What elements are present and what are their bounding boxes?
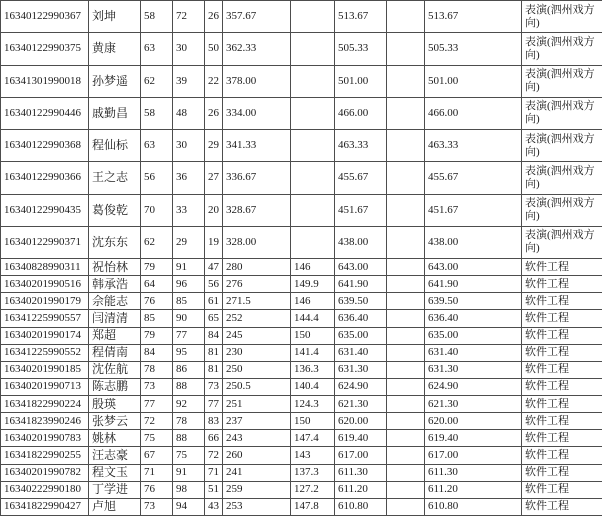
cell-total: 621.30	[335, 396, 387, 413]
cell-score-4: 276	[223, 276, 291, 293]
cell-score-2: 48	[173, 97, 205, 129]
cell-score-4: 259	[223, 481, 291, 498]
cell-total: 438.00	[335, 226, 387, 258]
cell-major: 软件工程	[522, 464, 602, 481]
cell-total: 463.33	[335, 130, 387, 162]
cell-score-3: 81	[205, 344, 223, 361]
cell-score-4: 241	[223, 464, 291, 481]
cell-score-4: 243	[223, 430, 291, 447]
cell-name: 黄康	[89, 33, 141, 65]
cell-score-4: 378.00	[223, 65, 291, 97]
cell-total-repeat: 636.40	[425, 310, 522, 327]
table-row	[1, 413, 602, 430]
cell-score-5: 127.2	[291, 481, 335, 498]
cell-score-2: 77	[173, 327, 205, 344]
cell-total-repeat: 624.90	[425, 378, 522, 395]
cell-score-2: 86	[173, 361, 205, 378]
cell-score-4: 341.33	[223, 130, 291, 162]
cell-score-5	[291, 194, 335, 226]
cell-score-4: 252	[223, 310, 291, 327]
cell-score-2: 91	[173, 464, 205, 481]
cell-total: 610.80	[335, 498, 387, 515]
cell-name: 戚勤昌	[89, 97, 141, 129]
cell-student-id: 16341822990255	[1, 447, 89, 464]
cell-total-repeat: 639.50	[425, 293, 522, 310]
cell-total-repeat: 505.33	[425, 33, 522, 65]
cell-score-1: 56	[141, 162, 173, 194]
cell-score-1: 79	[141, 327, 173, 344]
cell-student-id: 16340122990446	[1, 97, 89, 129]
cell-score-1: 79	[141, 259, 173, 276]
table-row	[1, 396, 602, 413]
cell-score-4: 250	[223, 361, 291, 378]
cell-total-repeat: 619.40	[425, 430, 522, 447]
table-row	[1, 259, 602, 276]
cell-score-5	[291, 33, 335, 65]
table-row	[1, 310, 602, 327]
cell-score-4: 357.67	[223, 1, 291, 33]
cell-total-repeat: 621.30	[425, 396, 522, 413]
table-row	[1, 194, 602, 226]
cell-student-id: 16341225990552	[1, 344, 89, 361]
cell-score-3: 50	[205, 33, 223, 65]
table-row	[1, 33, 602, 65]
cell-major: 软件工程	[522, 498, 602, 515]
cell-score-3: 72	[205, 447, 223, 464]
cell-score-2: 85	[173, 293, 205, 310]
cell-student-id: 16340122990367	[1, 1, 89, 33]
cell-score-1: 63	[141, 130, 173, 162]
cell-empty	[387, 1, 425, 33]
cell-score-1: 76	[141, 481, 173, 498]
cell-total-repeat: 466.00	[425, 97, 522, 129]
cell-score-3: 83	[205, 413, 223, 430]
cell-major: 表演(泗州戏方向)	[522, 97, 602, 129]
cell-score-1: 63	[141, 33, 173, 65]
cell-score-4: 250.5	[223, 378, 291, 395]
cell-score-5	[291, 97, 335, 129]
cell-student-id: 16340122990368	[1, 130, 89, 162]
table-row	[1, 481, 602, 498]
cell-name: 殷瑛	[89, 396, 141, 413]
table-row	[1, 276, 602, 293]
cell-total-repeat: 451.67	[425, 194, 522, 226]
cell-score-4: 334.00	[223, 97, 291, 129]
cell-total: 620.00	[335, 413, 387, 430]
cell-empty	[387, 65, 425, 97]
cell-score-5: 146	[291, 259, 335, 276]
cell-empty	[387, 259, 425, 276]
cell-score-2: 88	[173, 430, 205, 447]
cell-score-3: 81	[205, 361, 223, 378]
cell-score-3: 77	[205, 396, 223, 413]
cell-student-id: 16340122990366	[1, 162, 89, 194]
cell-total: 643.00	[335, 259, 387, 276]
cell-student-id: 16341301990018	[1, 65, 89, 97]
cell-major: 表演(泗州戏方向)	[522, 226, 602, 258]
cell-name: 沈东东	[89, 226, 141, 258]
cell-name: 丁学进	[89, 481, 141, 498]
cell-name: 卢旭	[89, 498, 141, 515]
table-row	[1, 130, 602, 162]
cell-score-4: 260	[223, 447, 291, 464]
cell-score-4: 328.00	[223, 226, 291, 258]
cell-name: 程倩南	[89, 344, 141, 361]
cell-total-repeat: 643.00	[425, 259, 522, 276]
cell-score-1: 73	[141, 498, 173, 515]
cell-score-3: 19	[205, 226, 223, 258]
cell-score-5: 149.9	[291, 276, 335, 293]
cell-major: 软件工程	[522, 361, 602, 378]
cell-score-5: 137.3	[291, 464, 335, 481]
cell-student-id: 16340122990435	[1, 194, 89, 226]
cell-total: 631.40	[335, 344, 387, 361]
cell-name: 程文玉	[89, 464, 141, 481]
cell-total-repeat: 611.30	[425, 464, 522, 481]
cell-name: 韩承浩	[89, 276, 141, 293]
cell-score-2: 96	[173, 276, 205, 293]
cell-score-2: 88	[173, 378, 205, 395]
cell-major: 软件工程	[522, 447, 602, 464]
cell-score-4: 245	[223, 327, 291, 344]
cell-empty	[387, 97, 425, 129]
cell-major: 软件工程	[522, 310, 602, 327]
cell-score-4: 280	[223, 259, 291, 276]
cell-major: 软件工程	[522, 327, 602, 344]
cell-major: 软件工程	[522, 378, 602, 395]
cell-total: 466.00	[335, 97, 387, 129]
cell-student-id: 16340122990375	[1, 33, 89, 65]
cell-score-3: 71	[205, 464, 223, 481]
cell-score-5: 143	[291, 447, 335, 464]
cell-empty	[387, 447, 425, 464]
cell-score-5	[291, 1, 335, 33]
cell-score-3: 73	[205, 378, 223, 395]
cell-total: 501.00	[335, 65, 387, 97]
cell-student-id: 16340201990713	[1, 378, 89, 395]
table-row	[1, 498, 602, 515]
cell-score-5	[291, 226, 335, 258]
cell-score-5: 147.4	[291, 430, 335, 447]
cell-empty	[387, 378, 425, 395]
cell-score-3: 56	[205, 276, 223, 293]
cell-empty	[387, 464, 425, 481]
cell-score-4: 271.5	[223, 293, 291, 310]
cell-name: 佘能志	[89, 293, 141, 310]
cell-score-5: 146	[291, 293, 335, 310]
cell-score-2: 29	[173, 226, 205, 258]
cell-name: 沈佐航	[89, 361, 141, 378]
cell-score-4: 251	[223, 396, 291, 413]
cell-student-id: 16341822990427	[1, 498, 89, 515]
cell-score-1: 58	[141, 97, 173, 129]
cell-score-1: 76	[141, 293, 173, 310]
cell-empty	[387, 327, 425, 344]
cell-empty	[387, 396, 425, 413]
cell-score-2: 92	[173, 396, 205, 413]
table-row	[1, 162, 602, 194]
cell-score-5: 141.4	[291, 344, 335, 361]
cell-score-2: 39	[173, 65, 205, 97]
cell-score-3: 43	[205, 498, 223, 515]
table-row	[1, 430, 602, 447]
cell-score-4: 230	[223, 344, 291, 361]
cell-student-id: 16340828990311	[1, 259, 89, 276]
cell-score-2: 30	[173, 33, 205, 65]
cell-score-5: 140.4	[291, 378, 335, 395]
cell-total-repeat: 635.00	[425, 327, 522, 344]
cell-total-repeat: 501.00	[425, 65, 522, 97]
cell-major: 软件工程	[522, 430, 602, 447]
cell-score-4: 328.67	[223, 194, 291, 226]
cell-name: 祝怡林	[89, 259, 141, 276]
table-row	[1, 65, 602, 97]
cell-total-repeat: 513.67	[425, 1, 522, 33]
cell-score-2: 90	[173, 310, 205, 327]
cell-major: 软件工程	[522, 276, 602, 293]
cell-total-repeat: 611.20	[425, 481, 522, 498]
cell-score-3: 66	[205, 430, 223, 447]
cell-major: 软件工程	[522, 293, 602, 310]
cell-total: 639.50	[335, 293, 387, 310]
cell-score-5: 136.3	[291, 361, 335, 378]
cell-score-1: 75	[141, 430, 173, 447]
cell-score-3: 27	[205, 162, 223, 194]
cell-score-1: 85	[141, 310, 173, 327]
cell-name: 刘坤	[89, 1, 141, 33]
cell-score-1: 67	[141, 447, 173, 464]
cell-student-id: 16340201990783	[1, 430, 89, 447]
cell-name: 汪志豪	[89, 447, 141, 464]
cell-score-5: 144.4	[291, 310, 335, 327]
cell-score-3: 22	[205, 65, 223, 97]
cell-major: 表演(泗州戏方向)	[522, 65, 602, 97]
cell-name: 葛俊乾	[89, 194, 141, 226]
cell-major: 表演(泗州戏方向)	[522, 1, 602, 33]
cell-score-3: 61	[205, 293, 223, 310]
cell-score-4: 362.33	[223, 33, 291, 65]
cell-total: 641.90	[335, 276, 387, 293]
table-row	[1, 361, 602, 378]
cell-total-repeat: 620.00	[425, 413, 522, 430]
cell-name: 陈志鹏	[89, 378, 141, 395]
cell-score-2: 72	[173, 1, 205, 33]
cell-score-2: 95	[173, 344, 205, 361]
cell-total-repeat: 463.33	[425, 130, 522, 162]
cell-score-1: 84	[141, 344, 173, 361]
cell-score-4: 336.67	[223, 162, 291, 194]
cell-student-id: 16340201990516	[1, 276, 89, 293]
cell-empty	[387, 162, 425, 194]
cell-major: 表演(泗州戏方向)	[522, 162, 602, 194]
cell-total: 513.67	[335, 1, 387, 33]
cell-total: 624.90	[335, 378, 387, 395]
cell-name: 王之志	[89, 162, 141, 194]
cell-score-3: 51	[205, 481, 223, 498]
cell-score-5	[291, 162, 335, 194]
cell-student-id: 16340122990371	[1, 226, 89, 258]
cell-total-repeat: 631.40	[425, 344, 522, 361]
cell-score-2: 98	[173, 481, 205, 498]
cell-major: 表演(泗州戏方向)	[522, 194, 602, 226]
cell-score-2: 36	[173, 162, 205, 194]
cell-score-1: 72	[141, 413, 173, 430]
cell-score-1: 71	[141, 464, 173, 481]
cell-score-3: 20	[205, 194, 223, 226]
cell-student-id: 16340201990174	[1, 327, 89, 344]
table-row	[1, 344, 602, 361]
table-row	[1, 378, 602, 395]
cell-score-3: 26	[205, 1, 223, 33]
cell-total: 636.40	[335, 310, 387, 327]
cell-major: 软件工程	[522, 413, 602, 430]
table-row	[1, 97, 602, 129]
table-row	[1, 447, 602, 464]
cell-score-5: 147.8	[291, 498, 335, 515]
cell-major: 软件工程	[522, 259, 602, 276]
cell-score-3: 84	[205, 327, 223, 344]
cell-score-2: 94	[173, 498, 205, 515]
cell-total-repeat: 438.00	[425, 226, 522, 258]
cell-score-2: 75	[173, 447, 205, 464]
cell-empty	[387, 361, 425, 378]
cell-student-id: 16340201990782	[1, 464, 89, 481]
cell-score-3: 29	[205, 130, 223, 162]
cell-score-1: 77	[141, 396, 173, 413]
cell-empty	[387, 481, 425, 498]
table-row	[1, 1, 602, 33]
cell-total: 631.30	[335, 361, 387, 378]
cell-score-5: 150	[291, 327, 335, 344]
cell-empty	[387, 310, 425, 327]
cell-student-id: 16340222990180	[1, 481, 89, 498]
cell-major: 表演(泗州戏方向)	[522, 130, 602, 162]
cell-score-1: 64	[141, 276, 173, 293]
table-row	[1, 293, 602, 310]
score-table-body	[1, 1, 602, 516]
cell-name: 孙梦遥	[89, 65, 141, 97]
cell-score-3: 26	[205, 97, 223, 129]
cell-student-id: 16341823990246	[1, 413, 89, 430]
table-row	[1, 226, 602, 258]
cell-score-3: 65	[205, 310, 223, 327]
cell-score-2: 33	[173, 194, 205, 226]
cell-major: 表演(泗州戏方向)	[522, 33, 602, 65]
cell-empty	[387, 226, 425, 258]
cell-score-1: 62	[141, 226, 173, 258]
cell-major: 软件工程	[522, 481, 602, 498]
cell-score-1: 78	[141, 361, 173, 378]
cell-total-repeat: 631.30	[425, 361, 522, 378]
cell-score-1: 58	[141, 1, 173, 33]
cell-score-3: 47	[205, 259, 223, 276]
cell-empty	[387, 33, 425, 65]
cell-student-id: 16340201990179	[1, 293, 89, 310]
cell-empty	[387, 413, 425, 430]
cell-empty	[387, 293, 425, 310]
cell-total: 619.40	[335, 430, 387, 447]
cell-student-id: 16341225990557	[1, 310, 89, 327]
cell-total: 617.00	[335, 447, 387, 464]
cell-score-2: 78	[173, 413, 205, 430]
cell-score-4: 253	[223, 498, 291, 515]
cell-empty	[387, 498, 425, 515]
cell-name: 姚林	[89, 430, 141, 447]
cell-total-repeat: 455.67	[425, 162, 522, 194]
cell-total: 455.67	[335, 162, 387, 194]
cell-score-5	[291, 65, 335, 97]
cell-score-2: 30	[173, 130, 205, 162]
cell-name: 郑超	[89, 327, 141, 344]
cell-total-repeat: 610.80	[425, 498, 522, 515]
cell-total: 635.00	[335, 327, 387, 344]
cell-score-1: 70	[141, 194, 173, 226]
cell-empty	[387, 276, 425, 293]
cell-score-4: 237	[223, 413, 291, 430]
cell-total-repeat: 641.90	[425, 276, 522, 293]
cell-empty	[387, 430, 425, 447]
cell-student-id: 16341822990224	[1, 396, 89, 413]
cell-student-id: 16340201990185	[1, 361, 89, 378]
cell-total: 611.20	[335, 481, 387, 498]
cell-score-5: 124.3	[291, 396, 335, 413]
cell-major: 软件工程	[522, 344, 602, 361]
cell-empty	[387, 194, 425, 226]
cell-name: 程仙标	[89, 130, 141, 162]
cell-score-1: 73	[141, 378, 173, 395]
table-row	[1, 464, 602, 481]
cell-score-1: 62	[141, 65, 173, 97]
cell-total: 451.67	[335, 194, 387, 226]
cell-score-2: 91	[173, 259, 205, 276]
cell-name: 张梦云	[89, 413, 141, 430]
cell-total: 505.33	[335, 33, 387, 65]
cell-empty	[387, 344, 425, 361]
cell-score-5	[291, 130, 335, 162]
table-row	[1, 327, 602, 344]
cell-total-repeat: 617.00	[425, 447, 522, 464]
cell-total: 611.30	[335, 464, 387, 481]
cell-major: 软件工程	[522, 396, 602, 413]
cell-empty	[387, 130, 425, 162]
cell-score-5: 150	[291, 413, 335, 430]
cell-name: 闫清清	[89, 310, 141, 327]
